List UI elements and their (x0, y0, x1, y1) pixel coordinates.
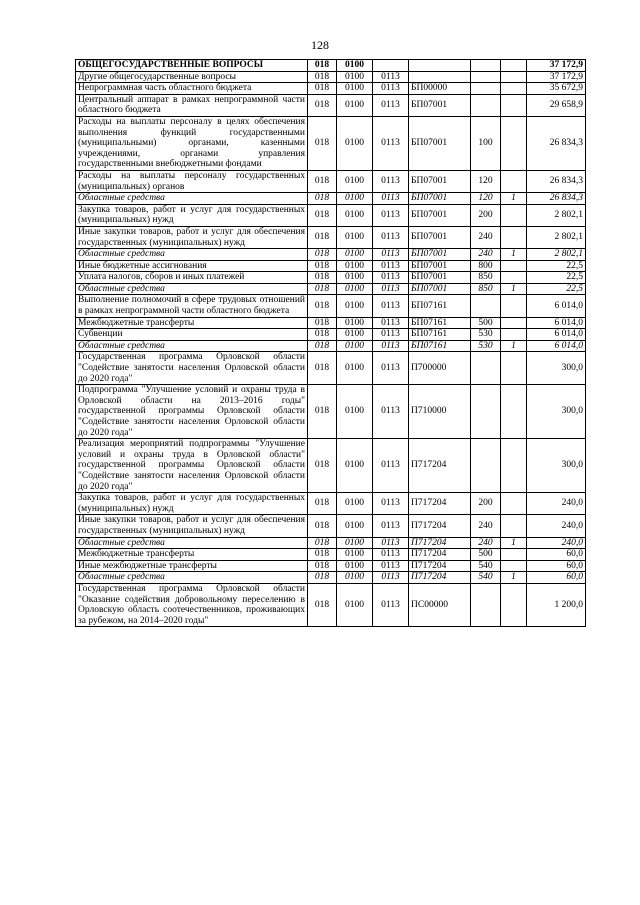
cell-target-article: БП07161 (409, 340, 471, 352)
cell-funding-source (501, 60, 527, 72)
cell-department-code: 018 (308, 283, 337, 295)
cell-target-article: БП07001 (409, 204, 471, 226)
cell-subsection-code: 0113 (373, 116, 409, 170)
table-row (76, 549, 586, 561)
cell-expense-type: 500 (471, 549, 501, 561)
table-row (76, 193, 586, 205)
cell-funding-source (501, 272, 527, 284)
cell-subsection-code: 0113 (373, 204, 409, 226)
cell-name: Областные средства (76, 283, 308, 295)
page-number: 128 (311, 38, 329, 52)
cell-expense-type: 240 (471, 249, 501, 261)
cell-amount: 60,0 (527, 549, 586, 561)
table-row (76, 385, 586, 439)
cell-funding-source (501, 226, 527, 248)
cell-section-code: 0100 (337, 204, 373, 226)
cell-funding-source: 1 (501, 340, 527, 352)
cell-funding-source: 1 (501, 537, 527, 549)
cell-section-code: 0100 (337, 283, 373, 295)
cell-department-code: 018 (308, 537, 337, 549)
cell-subsection-code: 0113 (373, 226, 409, 248)
table-row (76, 572, 586, 584)
cell-amount: 2 802,1 (527, 249, 586, 261)
cell-funding-source (501, 71, 527, 83)
cell-amount: 2 802,1 (527, 226, 586, 248)
cell-target-article: БП07001 (409, 260, 471, 272)
cell-department-code: 018 (308, 583, 337, 626)
cell-subsection-code: 0113 (373, 340, 409, 352)
cell-target-article: БП07161 (409, 329, 471, 341)
cell-amount: 60,0 (527, 572, 586, 584)
cell-target-article: БП00000 (409, 83, 471, 95)
table-row (76, 83, 586, 95)
table-row (76, 94, 586, 116)
table-body (76, 60, 586, 627)
cell-amount: 6 014,0 (527, 295, 586, 317)
cell-funding-source (501, 385, 527, 439)
cell-expense-type: 540 (471, 560, 501, 572)
cell-target-article: П717204 (409, 515, 471, 537)
cell-department-code: 018 (308, 515, 337, 537)
cell-section-code: 0100 (337, 249, 373, 261)
cell-amount: 6 014,0 (527, 317, 586, 329)
cell-target-article: БП07001 (409, 94, 471, 116)
cell-department-code: 018 (308, 170, 337, 192)
table-row (76, 515, 586, 537)
cell-expense-type: 240 (471, 515, 501, 537)
cell-section-code: 0100 (337, 329, 373, 341)
cell-name: Центральный аппарат в рамках непрограммной части областного бюджета (76, 94, 308, 116)
cell-subsection-code: 0113 (373, 170, 409, 192)
cell-name: Выполнение полномочий в сфере трудовых отношений в рамках непрограммной части областного бюджета (76, 295, 308, 317)
cell-expense-type: 240 (471, 537, 501, 549)
cell-expense-type: 200 (471, 493, 501, 515)
cell-amount: 26 834,3 (527, 116, 586, 170)
cell-expense-type (471, 60, 501, 72)
cell-department-code: 018 (308, 317, 337, 329)
cell-department-code: 018 (308, 352, 337, 385)
cell-amount: 240,0 (527, 515, 586, 537)
cell-department-code: 018 (308, 116, 337, 170)
cell-expense-type: 800 (471, 260, 501, 272)
cell-target-article: БП07001 (409, 272, 471, 284)
cell-amount: 240,0 (527, 493, 586, 515)
cell-amount: 26 834,3 (527, 170, 586, 192)
cell-subsection-code: 0113 (373, 493, 409, 515)
cell-amount: 35 672,9 (527, 83, 586, 95)
cell-expense-type (471, 583, 501, 626)
cell-expense-type: 120 (471, 170, 501, 192)
cell-department-code: 018 (308, 83, 337, 95)
cell-funding-source: 1 (501, 572, 527, 584)
cell-section-code: 0100 (337, 83, 373, 95)
cell-expense-type (471, 71, 501, 83)
cell-target-article: БП07001 (409, 226, 471, 248)
cell-target-article: БП07001 (409, 170, 471, 192)
cell-section-code: 0100 (337, 116, 373, 170)
cell-funding-source (501, 549, 527, 561)
cell-expense-type (471, 352, 501, 385)
cell-funding-source (501, 515, 527, 537)
cell-name: Областные средства (76, 537, 308, 549)
cell-expense-type: 530 (471, 329, 501, 341)
cell-department-code: 018 (308, 493, 337, 515)
cell-amount: 1 200,0 (527, 583, 586, 626)
cell-section-code: 0100 (337, 340, 373, 352)
cell-expense-type: 500 (471, 317, 501, 329)
cell-department-code: 018 (308, 260, 337, 272)
cell-department-code: 018 (308, 572, 337, 584)
cell-amount: 300,0 (527, 385, 586, 439)
cell-funding-source (501, 352, 527, 385)
cell-amount: 37 172,9 (527, 60, 586, 72)
cell-funding-source (501, 170, 527, 192)
cell-funding-source (501, 94, 527, 116)
cell-target-article: П700000 (409, 352, 471, 385)
cell-target-article: П717204 (409, 537, 471, 549)
table-row (76, 317, 586, 329)
cell-amount: 6 014,0 (527, 329, 586, 341)
cell-department-code: 018 (308, 272, 337, 284)
cell-department-code: 018 (308, 226, 337, 248)
cell-funding-source (501, 560, 527, 572)
cell-section-code: 0100 (337, 295, 373, 317)
table-row (76, 170, 586, 192)
cell-expense-type: 240 (471, 226, 501, 248)
cell-subsection-code: 0113 (373, 572, 409, 584)
cell-funding-source: 1 (501, 283, 527, 295)
cell-name: Закупка товаров, работ и услуг для государственных (муниципальных) нужд (76, 204, 308, 226)
table-row (76, 583, 586, 626)
cell-subsection-code: 0113 (373, 83, 409, 95)
cell-subsection-code (373, 60, 409, 72)
cell-amount: 37 172,9 (527, 71, 586, 83)
table-row (76, 560, 586, 572)
table-row (76, 493, 586, 515)
cell-subsection-code: 0113 (373, 515, 409, 537)
cell-section-code: 0100 (337, 572, 373, 584)
cell-amount: 29 658,9 (527, 94, 586, 116)
table-row (76, 60, 586, 72)
cell-name: Государственная программа Орловской области "Содействие занятости населения Орловской области до 2020 года" (76, 352, 308, 385)
cell-section-code: 0100 (337, 170, 373, 192)
cell-name: Субвенции (76, 329, 308, 341)
table-row (76, 352, 586, 385)
cell-expense-type (471, 385, 501, 439)
table-row (76, 283, 586, 295)
cell-target-article: БП07001 (409, 249, 471, 261)
table-row (76, 537, 586, 549)
cell-section-code: 0100 (337, 317, 373, 329)
cell-funding-source: 1 (501, 249, 527, 261)
cell-name: Областные средства (76, 572, 308, 584)
cell-funding-source (501, 583, 527, 626)
cell-department-code: 018 (308, 204, 337, 226)
cell-department-code: 018 (308, 295, 337, 317)
cell-subsection-code: 0113 (373, 193, 409, 205)
cell-name: Непрограммная часть областного бюджета (76, 83, 308, 95)
cell-name: Иные бюджетные ассигнования (76, 260, 308, 272)
table-row (76, 295, 586, 317)
cell-subsection-code: 0113 (373, 329, 409, 341)
cell-amount: 22,5 (527, 283, 586, 295)
cell-amount: 240,0 (527, 537, 586, 549)
cell-funding-source (501, 317, 527, 329)
cell-expense-type (471, 295, 501, 317)
cell-funding-source (501, 493, 527, 515)
table-row (76, 260, 586, 272)
cell-name: Иные межбюджетные трансферты (76, 560, 308, 572)
cell-subsection-code: 0113 (373, 439, 409, 493)
cell-department-code: 018 (308, 385, 337, 439)
cell-name: Уплата налогов, сборов и иных платежей (76, 272, 308, 284)
cell-name: Межбюджетные трансферты (76, 549, 308, 561)
cell-expense-type: 530 (471, 340, 501, 352)
cell-funding-source (501, 329, 527, 341)
cell-amount: 2 802,1 (527, 204, 586, 226)
cell-name: Расходы на выплаты персоналу государственных (муниципальных) органов (76, 170, 308, 192)
cell-section-code: 0100 (337, 193, 373, 205)
cell-expense-type (471, 83, 501, 95)
cell-section-code: 0100 (337, 71, 373, 83)
cell-target-article: БП07001 (409, 116, 471, 170)
cell-department-code: 018 (308, 249, 337, 261)
cell-subsection-code: 0113 (373, 385, 409, 439)
cell-section-code: 0100 (337, 385, 373, 439)
cell-department-code: 018 (308, 94, 337, 116)
cell-section-code: 0100 (337, 493, 373, 515)
table-row (76, 340, 586, 352)
cell-target-article: П717204 (409, 493, 471, 515)
cell-target-article: ПС00000 (409, 583, 471, 626)
cell-subsection-code: 0113 (373, 560, 409, 572)
cell-section-code: 0100 (337, 515, 373, 537)
cell-subsection-code: 0113 (373, 317, 409, 329)
cell-target-article: П717204 (409, 439, 471, 493)
cell-name: Областные средства (76, 340, 308, 352)
cell-subsection-code: 0113 (373, 71, 409, 83)
cell-subsection-code: 0113 (373, 352, 409, 385)
cell-section-code: 0100 (337, 60, 373, 72)
cell-expense-type: 120 (471, 193, 501, 205)
cell-section-code: 0100 (337, 439, 373, 493)
cell-funding-source: 1 (501, 193, 527, 205)
cell-department-code: 018 (308, 193, 337, 205)
cell-name: Закупка товаров, работ и услуг для государственных (муниципальных) нужд (76, 493, 308, 515)
cell-section-code: 0100 (337, 537, 373, 549)
cell-section-code: 0100 (337, 94, 373, 116)
cell-expense-type: 540 (471, 572, 501, 584)
cell-target-article: БП07161 (409, 295, 471, 317)
table-row (76, 272, 586, 284)
table-row (76, 226, 586, 248)
cell-target-article (409, 60, 471, 72)
cell-section-code: 0100 (337, 549, 373, 561)
cell-subsection-code: 0113 (373, 272, 409, 284)
cell-subsection-code: 0113 (373, 260, 409, 272)
cell-funding-source (501, 295, 527, 317)
cell-name: Областные средства (76, 193, 308, 205)
cell-target-article: БП07001 (409, 193, 471, 205)
cell-section-code: 0100 (337, 272, 373, 284)
cell-subsection-code: 0113 (373, 94, 409, 116)
cell-subsection-code: 0113 (373, 283, 409, 295)
cell-expense-type (471, 94, 501, 116)
cell-amount: 26 834,3 (527, 193, 586, 205)
cell-funding-source (501, 116, 527, 170)
cell-section-code: 0100 (337, 583, 373, 626)
cell-subsection-code: 0113 (373, 537, 409, 549)
cell-department-code: 018 (308, 60, 337, 72)
cell-expense-type: 100 (471, 116, 501, 170)
cell-target-article: П717204 (409, 549, 471, 561)
table-row (76, 439, 586, 493)
cell-department-code: 018 (308, 560, 337, 572)
cell-target-article: П717204 (409, 572, 471, 584)
cell-amount: 300,0 (527, 439, 586, 493)
cell-department-code: 018 (308, 549, 337, 561)
cell-department-code: 018 (308, 439, 337, 493)
cell-amount: 300,0 (527, 352, 586, 385)
cell-amount: 6 014,0 (527, 340, 586, 352)
cell-name: Другие общегосударственные вопросы (76, 71, 308, 83)
table-row (76, 249, 586, 261)
cell-target-article (409, 71, 471, 83)
cell-funding-source (501, 83, 527, 95)
cell-funding-source (501, 439, 527, 493)
cell-subsection-code: 0113 (373, 295, 409, 317)
cell-target-article: П717204 (409, 560, 471, 572)
table-row (76, 204, 586, 226)
cell-subsection-code: 0113 (373, 583, 409, 626)
cell-amount: 22,5 (527, 260, 586, 272)
cell-subsection-code: 0113 (373, 549, 409, 561)
cell-amount: 60,0 (527, 560, 586, 572)
table-row (76, 71, 586, 83)
cell-expense-type (471, 439, 501, 493)
cell-expense-type: 850 (471, 283, 501, 295)
cell-name: ОБЩЕГОСУДАРСТВЕННЫЕ ВОПРОСЫ (76, 60, 308, 72)
cell-target-article: БП07161 (409, 317, 471, 329)
cell-name: Иные закупки товаров, работ и услуг для обеспечения государственных (муниципальных) нужд (76, 515, 308, 537)
cell-section-code: 0100 (337, 352, 373, 385)
cell-target-article: БП07001 (409, 283, 471, 295)
cell-name: Расходы на выплаты персоналу в целях обеспечения выполнения функций государственными (муниципальными) органами, казенными учреждениями, органами управления государственными внебюджетными фондами (76, 116, 308, 170)
cell-amount: 22,5 (527, 272, 586, 284)
cell-name: Подпрограмма "Улучшение условий и охраны труда в Орловской области на 2013–2016 годы" государственной программы Орловской области "Содействие занятости населения Орловской области до 2020 года" (76, 385, 308, 439)
cell-name: Иные закупки товаров, работ и услуг для обеспечения государственных (муниципальных) нужд (76, 226, 308, 248)
cell-department-code: 018 (308, 329, 337, 341)
cell-funding-source (501, 260, 527, 272)
cell-department-code: 018 (308, 340, 337, 352)
cell-name: Областные средства (76, 249, 308, 261)
table-row (76, 116, 586, 170)
cell-expense-type: 200 (471, 204, 501, 226)
cell-funding-source (501, 204, 527, 226)
cell-expense-type: 850 (471, 272, 501, 284)
cell-section-code: 0100 (337, 260, 373, 272)
cell-section-code: 0100 (337, 560, 373, 572)
table-row (76, 329, 586, 341)
cell-name: Реализация мероприятий подпрограммы "Улучшение условий и охраны труда в Орловской области" государственной программы Орловской области "Содействие занятости населения Орловской области до 2020 года" (76, 439, 308, 493)
cell-department-code: 018 (308, 71, 337, 83)
cell-name: Государственная программа Орловской области "Оказание содействия добровольному переселению в Орловскую область соотечественников, проживающих за рубежом, на 2014–2020 годы" (76, 583, 308, 626)
cell-section-code: 0100 (337, 226, 373, 248)
cell-subsection-code: 0113 (373, 249, 409, 261)
cell-name: Межбюджетные трансферты (76, 317, 308, 329)
cell-target-article: П710000 (409, 385, 471, 439)
budget-table (75, 59, 586, 627)
